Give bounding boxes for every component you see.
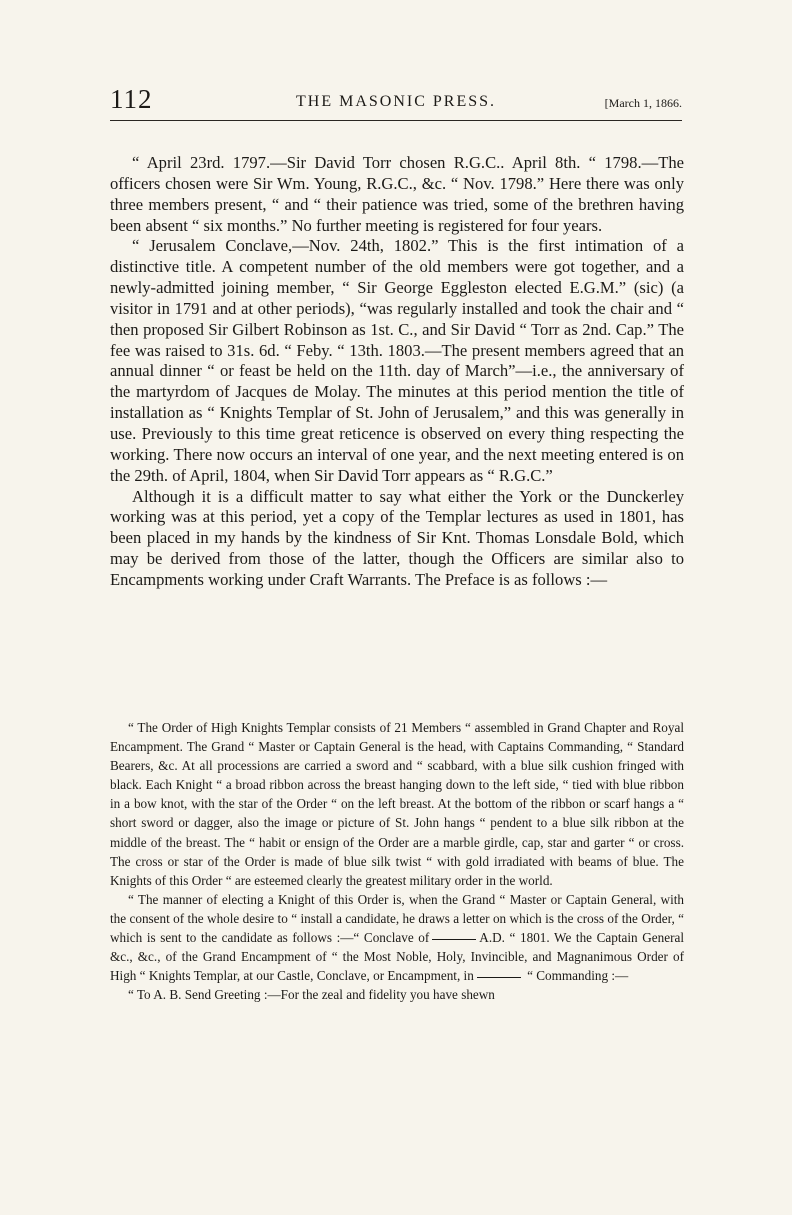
page-header bbox=[110, 84, 682, 120]
blank-rule bbox=[477, 977, 521, 978]
blank-rule bbox=[432, 939, 476, 940]
running-title: THE MASONIC PRESS. bbox=[295, 93, 497, 110]
extract-paragraph: “ To A. B. Send Greeting :—For the zeal and fidelity you have shewn bbox=[128, 987, 495, 1003]
quoted-extract bbox=[110, 718, 684, 1004]
extract-text: A.D. “ 1801. We the Captain General &c., &c., of the Grand Encampment of “ the Most Noble, Holy, Invincible, and Magnanimous Order of High “ Knights Templar, at our Castle, Conclave, or Encampment, in bbox=[110, 930, 684, 984]
body-paragraph: “ Jerusalem Conclave,—Nov. 24th, 1802.” This is the first intimation of a distinctive title. A competent number of the old members were got together, and a newly-admitted joining member, “ Sir George Eggleston elected E.G.M.” (sic) (a visitor in 1791 and at other periods), “was regularly installed and took the chair and “ then proposed Sir Gilbert Robinson as 1st. C., and Sir David “ Torr as 2nd. Cap.” The fee was raised to 31s. 6d. “ Feby. “ 13th. 1803.—The present members agreed that an annual dinner “ or feast be held on the 11th. day of March”—i.e., the anniversary of the martyrdom of Jacques de Molay. The minutes at this period mention the title of installation as “ Knights Templar of St. John of Jerusalem,” and this was generally in use. Previously to this time great reticence is observed on every thing respecting the working. There now occurs an interval of one year, and the next meeting entered is on the 29th. of April, 1804, when Sir David Torr appears as “ R.G.C.” bbox=[110, 236, 684, 485]
body-paragraph: Although it is a difficult matter to say what either the York or the Dunckerley working was at this period, yet a copy of the Templar lectures as used in 1801, has been placed in my hands by the kindness of Sir Knt. Thomas Lonsdale Bold, which may be derived from those of the latter, though the Officers are similar also to Encampments working under Craft Warrants. The Preface is as follows :— bbox=[110, 486, 684, 589]
header-rule bbox=[110, 120, 682, 121]
extract-paragraph: “ The Order of High Knights Templar consists of 21 Members “ assembled in Grand Chapter and Royal Encampment. The Grand “ Master or Captain General is the head, with Captains Commanding, “ Standard Bearers, &c. At all processions are carried a sword and “ scabbard, with a blue silk cushion fringed with black. Each Knight “ a broad ribbon across the breast hanging down to the left side, “ tied with blue ribbon in a bow knot, with the star of the Order “ on the left breast. At the bottom of the ribbon or scarf hangs a “ short sword or dagger, also the image or picture of St. John hangs “ pendent to a blue silk ribbon at the middle of the breast. The “ habit or ensign of the Order are a marble girdle, cap, star and garter “ or cross. The cross or star of the Order is made of blue silk twist “ with gold irradiated with beams of blue. The Knights of this Order “ are esteemed clearly the greatest military order in the world. bbox=[110, 720, 684, 888]
main-text bbox=[110, 153, 684, 591]
extract-paragraph bbox=[110, 890, 684, 985]
issue-date: [March 1, 1866. bbox=[604, 96, 682, 110]
page-number: 112 bbox=[110, 84, 153, 114]
extract-text: “ Commanding :— bbox=[527, 968, 629, 984]
body-paragraph: “ April 23rd. 1797.—Sir David Torr chosen R.G.C.. April 8th. “ 1798.—The officers chosen were Sir Wm. Young, R.G.C., &c. “ Nov. 1798.” Here there was only three members present, “ and “ their patience was tried, some of the brethren having been absent “ six months.” No further meeting is registered for four years. bbox=[110, 153, 684, 235]
extract-text: “ The manner of electing a Knight of this Order is, when the Grand “ Master or Captain General, with the consent of the whole desire to “ install a candidate, he draws a letter on which is the cross of the Order, “ which is sent to the candidate as follows :—“ Conclave of bbox=[110, 891, 684, 946]
